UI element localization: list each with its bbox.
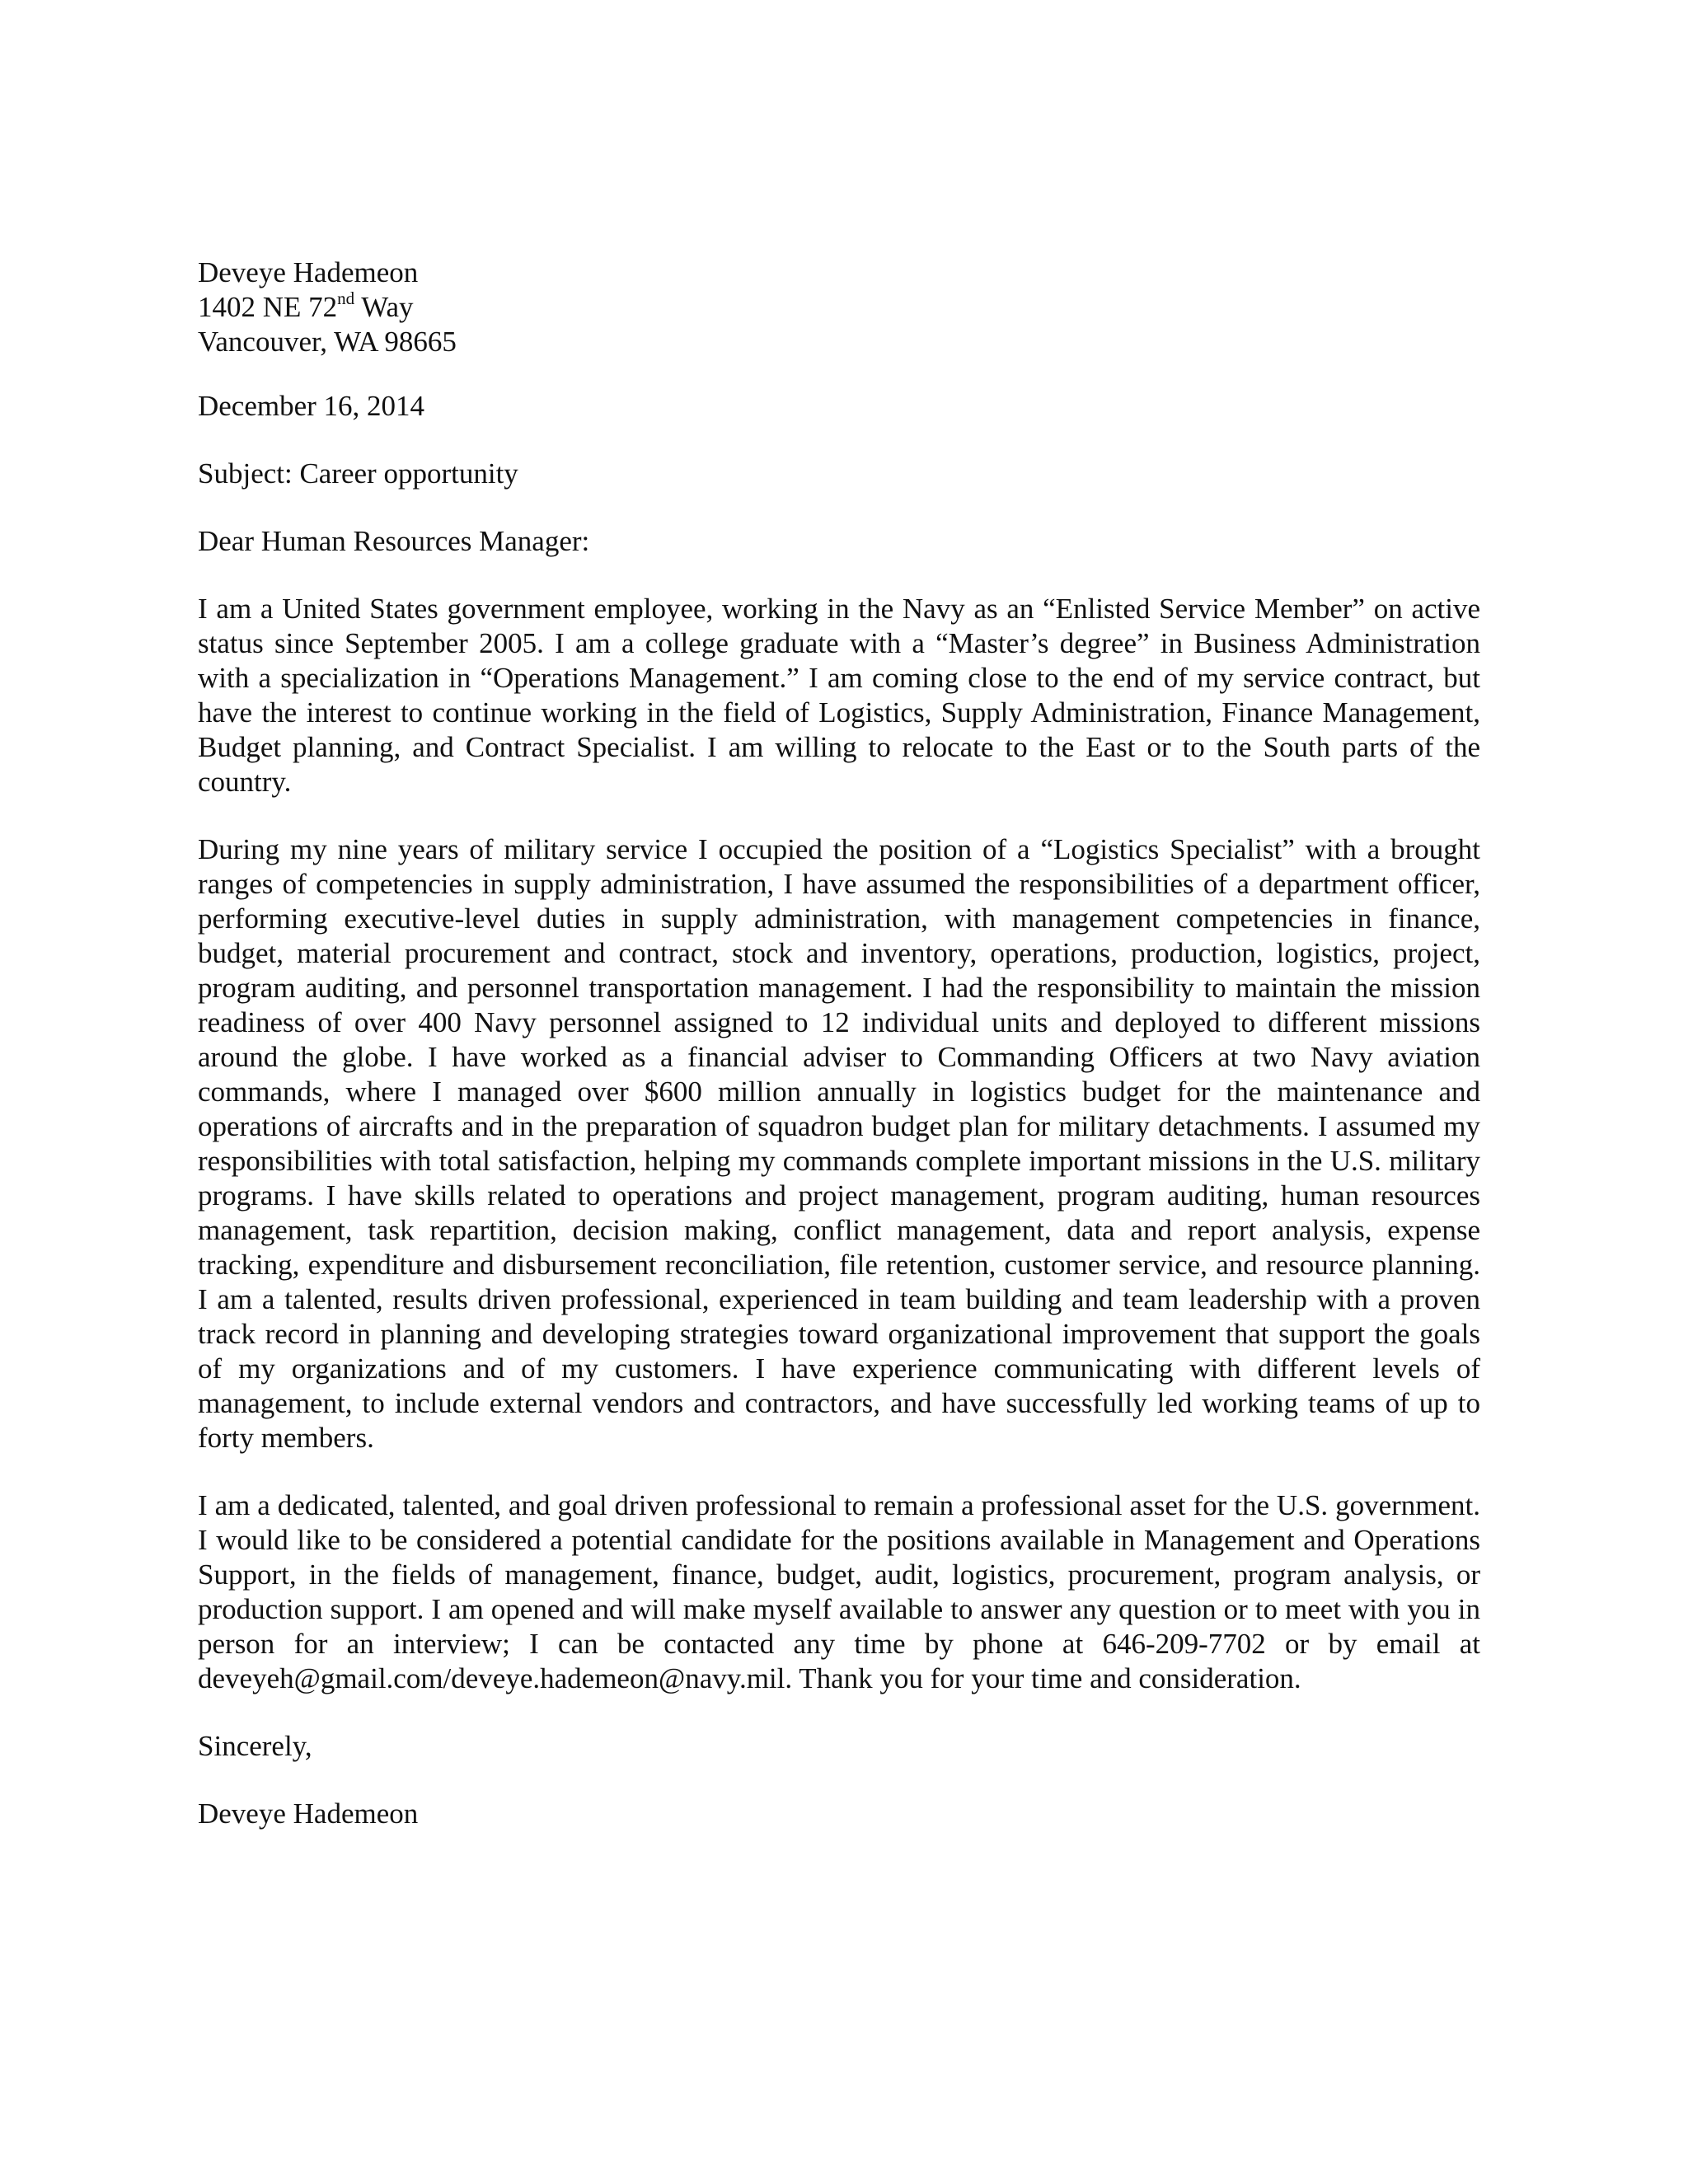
sender-street [198,290,1480,325]
signature-name: Deveye Hademeon [198,1797,419,1830]
body-paragraph-intro: I am a United States government employee, working in the Navy as an “Enlisted Service Member” on active status since September 2005. I am a college graduate with a “Master’s degree” in Business Administration with a specialization in “Operations Management.” I am coming close to the end of my service contract, but have the interest to continue working in the field of Logistics, Supply Administration, Finance Management, Budget planning, and Contract Specialist. I am willing to relocate to the East or to the South parts of the country. [198,593,1480,798]
body-paragraph-experience: During my nine years of military service I occupied the position of a “Logistics Specialist” with a brought ranges of competencies in supply administration, I have assumed the responsibilities of a department officer, performing executive-level duties in supply administration, with management competencies in finance, budget, material procurement and contract, stock and inventory, operations, production, logistics, project, program auditing, and personnel transportation management. I had the responsibility to maintain the mission readiness of over 400 Navy personnel assigned to 12 individual units and deployed to different missions around the globe. I have worked as a financial adviser to Commanding Officers at two Navy aviation commands, where I managed over $600 million annually in logistics budget for the maintenance and operations of aircrafts and in the preparation of squadron budget plan for military detachments. I assumed my responsibilities with total satisfaction, helping my commands complete important missions in the U.S. military programs. I have skills related to operations and project management, program auditing, human resources management, task repartition, decision making, conflict management, data and report analysis, expense tracking, expenditure and disbursement reconciliation, file retention, customer service, and resource planning. I am a talented, results driven professional, experienced in team building and team leadership with a proven track record in planning and developing strategies toward organizational improvement that support the goals of my organizations and of my customers. I have experience communicating with different levels of management, to include external vendors and contractors, and have successfully led working teams of up to forty members. [198,833,1480,1454]
letter-subject: Subject: Career opportunity [198,457,518,490]
sender-street-prefix: 1402 NE 72 [198,291,338,323]
salutation: Dear Human Resources Manager: [198,525,590,557]
sender-name: Deveye Hademeon [198,256,419,288]
body-paragraph-closing: I am a dedicated, talented, and goal driven professional to remain a professional asset for the U.S. government. I would like to be considered a potential candidate for the positions available in Management and Operations Support, in the fields of management, finance, budget, audit, logistics, procurement, program analysis, or production support. I am opened and will make myself available to answer any question or to meet with you in person for an interview; I can be contacted any time by phone at 646-209-7702 or by email at deveyeh@gmail.com/deveye.hademeon@navy.mil. Thank you for your time and consideration. [198,1489,1480,1694]
sender-city: Vancouver, WA 98665 [198,326,457,358]
cover-letter [198,255,1480,1831]
letter-date: December 16, 2014 [198,390,425,422]
sender-street-ordinal: nd [337,288,355,309]
sender-address [198,255,1480,359]
closing: Sincerely, [198,1730,312,1762]
sender-street-suffix: Way [354,291,414,323]
